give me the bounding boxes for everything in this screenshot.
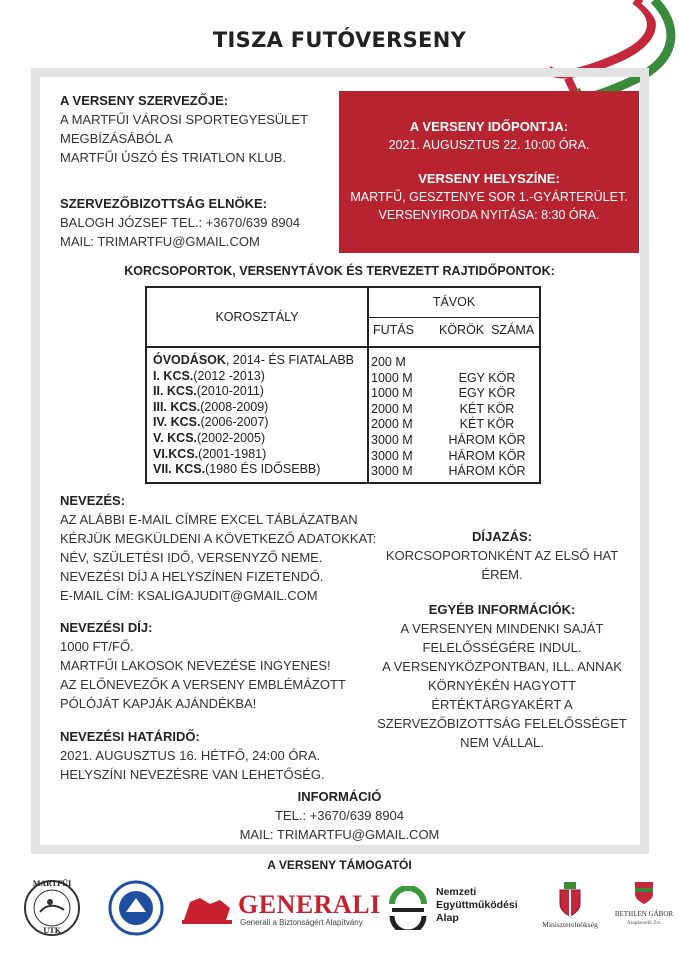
age-column [153, 353, 354, 478]
organizer-heading: A VERSENY SZERVEZŐJE: [60, 93, 229, 108]
deadline-section [60, 727, 325, 784]
deadline-heading: NEVEZÉSI HATÁRIDŐ: [60, 729, 200, 744]
info-email: MAIL: TRIMARTFU@GMAIL.COM [239, 827, 440, 842]
organizer-line: MEGBÍZÁSÁBÓL A [60, 131, 173, 146]
other-info-line: A VERSENYEN MINDENKI SAJÁT [400, 621, 604, 636]
bethlen-gabor-logo [614, 880, 674, 934]
age-group-table [145, 286, 541, 484]
generali-wordmark: GENERALI [238, 890, 381, 919]
committee-line: MAIL: TRIMARTFU@GMAIL.COM [60, 234, 260, 249]
awards-heading: DÍJAZÁS: [472, 529, 532, 544]
laps-column [437, 355, 537, 480]
fee-line: PÓLÓJÁT KAPJÁK AJÁNDÉKBA! [60, 696, 257, 711]
run-cell: 2000 M [371, 401, 413, 416]
other-info-line: NEM VÁLLAL. [460, 735, 544, 750]
entry-email: E-MAIL CÍM: KSALIGAJUDIT@GMAIL.COM [60, 588, 318, 603]
fee-line: MARTFŰI LAKOSOK NEVEZÉSE INGYENES! [60, 658, 331, 673]
table-divider [367, 317, 539, 318]
place-heading: VERSENY HELYSZÍNE: [418, 171, 560, 186]
other-info-line: FELELŐSSÉGÉRE INDUL. [422, 640, 582, 655]
laps-cell [437, 355, 537, 371]
nea-logo [386, 884, 526, 934]
nea-text: Nemzeti Együttműködési Alap [436, 886, 518, 924]
bethlen-text: BETHLEN GÁBOR [614, 910, 674, 918]
laps-cell: EGY KÖR [458, 370, 516, 385]
table-title: KORCSOPORTOK, VERSENYTÁVOK ÉS TERVEZETT RAJTIDŐPONTOK: [124, 264, 555, 278]
run-cell: 1000 M [371, 370, 413, 385]
nea-emblem-icon [386, 886, 430, 930]
organizer-section [60, 91, 308, 167]
committee-line: BALOGH JÓZSEF TEL.: +3670/639 8904 [60, 215, 301, 230]
table-row: VI.KCS.(2001-1981) [153, 446, 267, 461]
entry-line: KÉRJÜK MEGKÜLDENI A KÖVETKEZŐ ADATOKKAT: [60, 531, 377, 546]
col-header-run: FUTÁS [373, 323, 414, 337]
run-cell: 3000 M [371, 432, 413, 447]
info-phone: TEL.: +3670/639 8904 [274, 808, 405, 823]
awards-line: ÉREM. [481, 567, 523, 582]
table-row: ÓVODÁSOK, 2014- ÉS FIATALABB [153, 353, 355, 367]
shield-icon [633, 880, 655, 906]
sponsors-title: A VERSENY TÁMOGATÓI [267, 858, 412, 872]
miniszterelnokseg-text: Miniszterelnökség [542, 920, 598, 929]
committee-heading: SZERVEZŐBIZOTTSÁG ELNÖKE: [60, 196, 268, 211]
date-heading: A VERSENY IDŐPONTJA: [409, 119, 569, 134]
laps-cell: HÁROM KÖR [448, 448, 526, 463]
martfui-utk-logo [22, 878, 82, 938]
laps-cell: KÉT KÖR [459, 401, 515, 416]
place-line: VERSENYIRODA NYITÁSA: 8:30 ÓRA. [378, 208, 600, 222]
entry-line: NÉV, SZÜLETÉSI IDŐ, VERSENYZŐ NEME. [60, 550, 323, 565]
logo-text-top: MARTFŰI [32, 879, 72, 888]
entry-section [60, 491, 376, 605]
laps-cell: KÉT KÖR [459, 417, 515, 432]
table-row: VII. KCS.(1980 ÉS IDŐSEBB) [153, 462, 321, 477]
entry-line: NEVEZÉSI DÍJ A HELYSZÍNEN FIZETENDŐ. [60, 569, 324, 584]
other-info-line: ÉRTÉKTÁRGYAKÉRT A [431, 697, 573, 712]
other-info-heading: EGYÉB INFORMÁCIÓK: [428, 602, 576, 617]
other-info-line: A VERSENYKÖZPONTBAN, ILL. ANNAK [382, 659, 622, 674]
committee-section [60, 194, 300, 251]
run-cell: 2000 M [371, 417, 413, 432]
date-place-box [339, 91, 639, 253]
logo-text-bottom: UTK [43, 926, 61, 935]
other-info-line: KÖRNYÉKÉN HAGYOTT [427, 678, 577, 693]
generali-logo [180, 890, 381, 930]
deadline-line: 2021. AUGUSZTUS 16. HÉTFŐ, 24:00 ÓRA. [60, 748, 321, 763]
fee-line: 1000 FT/FŐ. [60, 639, 134, 654]
other-info-section [376, 600, 628, 752]
info-section [0, 787, 679, 844]
place-line: MARTFŰ, GESZTENYE SOR 1.-GYÁRTERÜLET. [350, 190, 628, 204]
laps-cell: HÁROM KÖR [448, 464, 526, 479]
run-cell: 3000 M [371, 448, 413, 463]
bethlen-sub: Alapkezelő Zrt. [626, 920, 662, 926]
coat-of-arms-icon [557, 882, 583, 918]
info-heading: INFORMÁCIÓ [297, 789, 382, 804]
fee-line: AZ ELŐNEVEZŐK A VERSENY EMBLÉMÁZOTT [60, 677, 346, 692]
table-row: I. KCS.(2012 -2013) [153, 368, 265, 383]
organizer-line: A MARTFŰI VÁROSI SPORTEGYESÜLET [60, 112, 309, 127]
deadline-line: HELYSZÍNI NEVEZÉSRE VAN LEHETŐSÉG. [60, 767, 325, 782]
table-divider [147, 346, 539, 348]
table-row: IV. KCS.(2006-2007) [153, 415, 269, 430]
awards-line: KORCSOPORTONKÉNT AZ ELSŐ HAT [385, 548, 619, 563]
organizer-line: MARTFŰI ÚSZÓ ÉS TRIATLON KLUB. [60, 150, 287, 165]
laps-cell: HÁROM KÖR [448, 432, 526, 447]
run-cell: 3000 M [371, 464, 413, 479]
club-badge-icon [108, 880, 164, 936]
martfu-vse-logo [108, 880, 164, 936]
col-header-age: KOROSZTÁLY [215, 310, 299, 324]
table-row: III. KCS.(2008-2009) [153, 399, 269, 414]
entry-line: AZ ALÁBBI E-MAIL CÍMRE EXCEL TÁBLÁZATBAN [60, 512, 358, 527]
col-header-distances: TÁVOK [432, 295, 476, 309]
awards-section [380, 527, 624, 584]
fee-section [60, 618, 346, 713]
page-title: TISZA FUTÓVERSENY [212, 28, 467, 52]
col-header-laps: KÖRÖK SZÁMA [439, 323, 535, 337]
miniszterelnokseg-logo [533, 882, 607, 934]
fee-heading: NEVEZÉSI DÍJ: [60, 620, 153, 635]
run-cell: 1000 M [371, 386, 413, 401]
table-row: II. KCS.(2010-2011) [153, 384, 264, 399]
table-row: V. KCS.(2002-2005) [153, 430, 266, 445]
run-column [371, 355, 413, 480]
generali-subtitle: Generali a Biztonságért Alapítvány [240, 918, 363, 927]
run-cell: 200 M [371, 355, 406, 369]
date-value: 2021. AUGUSZTUS 22. 10:00 ÓRA. [388, 138, 590, 152]
entry-heading: NEVEZÉS: [60, 493, 126, 508]
other-info-line: SZERVEZŐBIZOTTSÁG FELELŐSSÉGET [377, 716, 627, 731]
lion-icon [180, 890, 234, 926]
laps-cell: EGY KÖR [458, 386, 516, 401]
